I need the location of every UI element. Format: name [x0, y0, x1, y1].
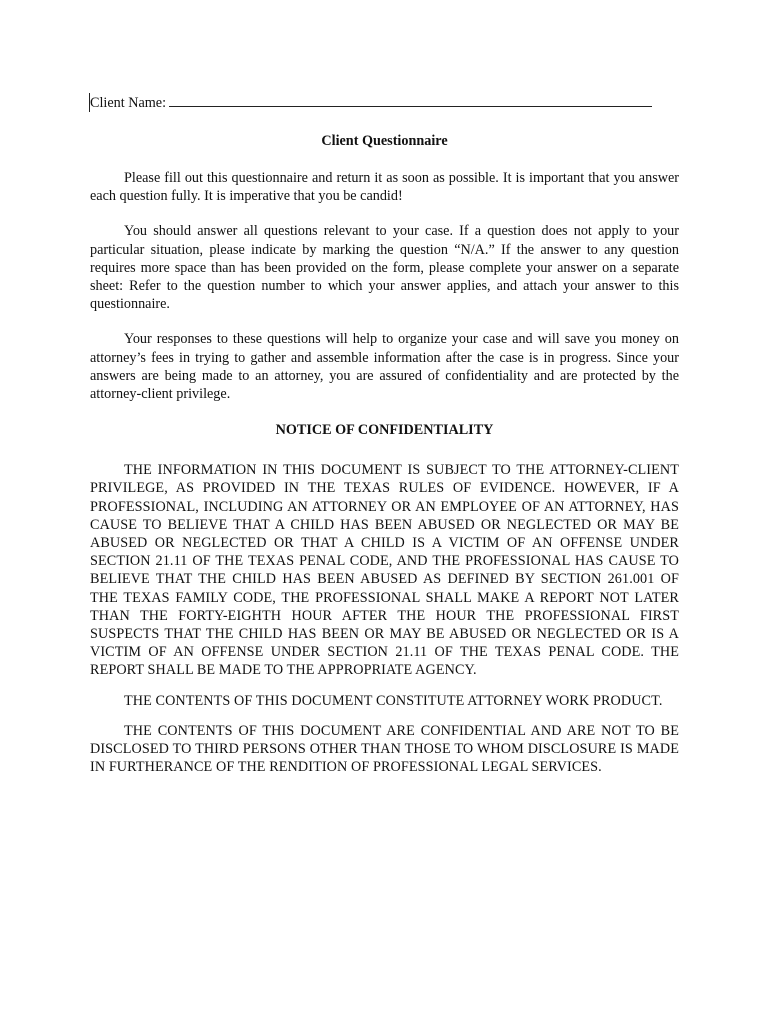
- document-title: Client Questionnaire: [321, 133, 448, 149]
- confidentiality-paragraph: Your responses to these questions will help to organize your case and will save you money on attorney’s fees in trying to gather and assemble information after the case is in progress. Since your answers are being made to an attorney, you are assured of confidentiality and are protected by the attorney-client privilege.: [90, 331, 679, 403]
- notice-paragraph-privilege: THE INFORMATION IN THIS DOCUMENT IS SUBJECT TO THE ATTORNEY-CLIENT PRIVILEGE, AS PROVIDED IN THE TEXAS RULES OF EVIDENCE. HOWEVER, IF A PROFESSIONAL, INCLUDING AN ATTORNEY OR AN EMPLOYEE OF AN ATTORNEY, HAS CAUSE TO BELIEVE THAT A CHILD HAS BEEN ABUSED OR NEGLECTED OR MAY BE ABUSED OR NEGLECTED OR THAT A CHILD IS A VICTIM OF AN OFFENSE UNDER SECTION 21.11 OF THE TEXAS PENAL CODE, AND THE PROFESSIONAL HAS CAUSE TO BELIEVE THAT THE CHILD HAS BEEN ABUSED AS DEFINED BY SECTION 261.001 OF THE TEXAS FAMILY CODE, THE PROFESSIONAL SHALL MAKE A REPORT NOT LATER THAN THE FORTY-EIGHTH HOUR AFTER THE HOUR THE PROFESSIONAL FIRST SUSPECTS THAT THE CHILD HAS BEEN OR MAY BE ABUSED OR NEGLECTED OR IS A VICTIM OF AN OFFENSE UNDER SECTION 21.11 OF THE TEXAS PENAL CODE. THE REPORT SHALL BE MADE TO THE APPROPRIATE AGENCY.: [90, 462, 679, 679]
- notice-paragraph-disclosure: THE CONTENTS OF THIS DOCUMENT ARE CONFIDENTIAL AND ARE NOT TO BE DISCLOSED TO THIRD PERSONS OTHER THAN THOSE TO WHOM DISCLOSURE IS MADE IN FURTHERANCE OF THE RENDITION OF PROFESSIONAL LEGAL SERVICES.: [90, 722, 679, 776]
- text-cursor: [89, 93, 90, 112]
- client-name-field[interactable]: [169, 93, 652, 107]
- client-name-label: Client Name:: [90, 95, 167, 111]
- client-name-row: [90, 93, 679, 112]
- notice-paragraph-work-product: THE CONTENTS OF THIS DOCUMENT CONSTITUTE ATTORNEY WORK PRODUCT.: [124, 692, 663, 709]
- intro-paragraph: Please fill out this questionnaire and return it as soon as possible. It is important that you answer each question fully. It is imperative that you be candid!: [90, 170, 679, 205]
- instructions-paragraph: You should answer all questions relevant to your case. If a question does not apply to your particular situation, please indicate by marking the question “N/A.” If the answer to any question requires more space than has been provided on the form, please complete your answer on a separate sheet: Refer to the question number to which your answer applies, and attach your answer to this questionnaire.: [90, 223, 679, 313]
- notice-title: NOTICE OF CONFIDENTIALITY: [275, 422, 494, 439]
- document-page: [90, 93, 679, 776]
